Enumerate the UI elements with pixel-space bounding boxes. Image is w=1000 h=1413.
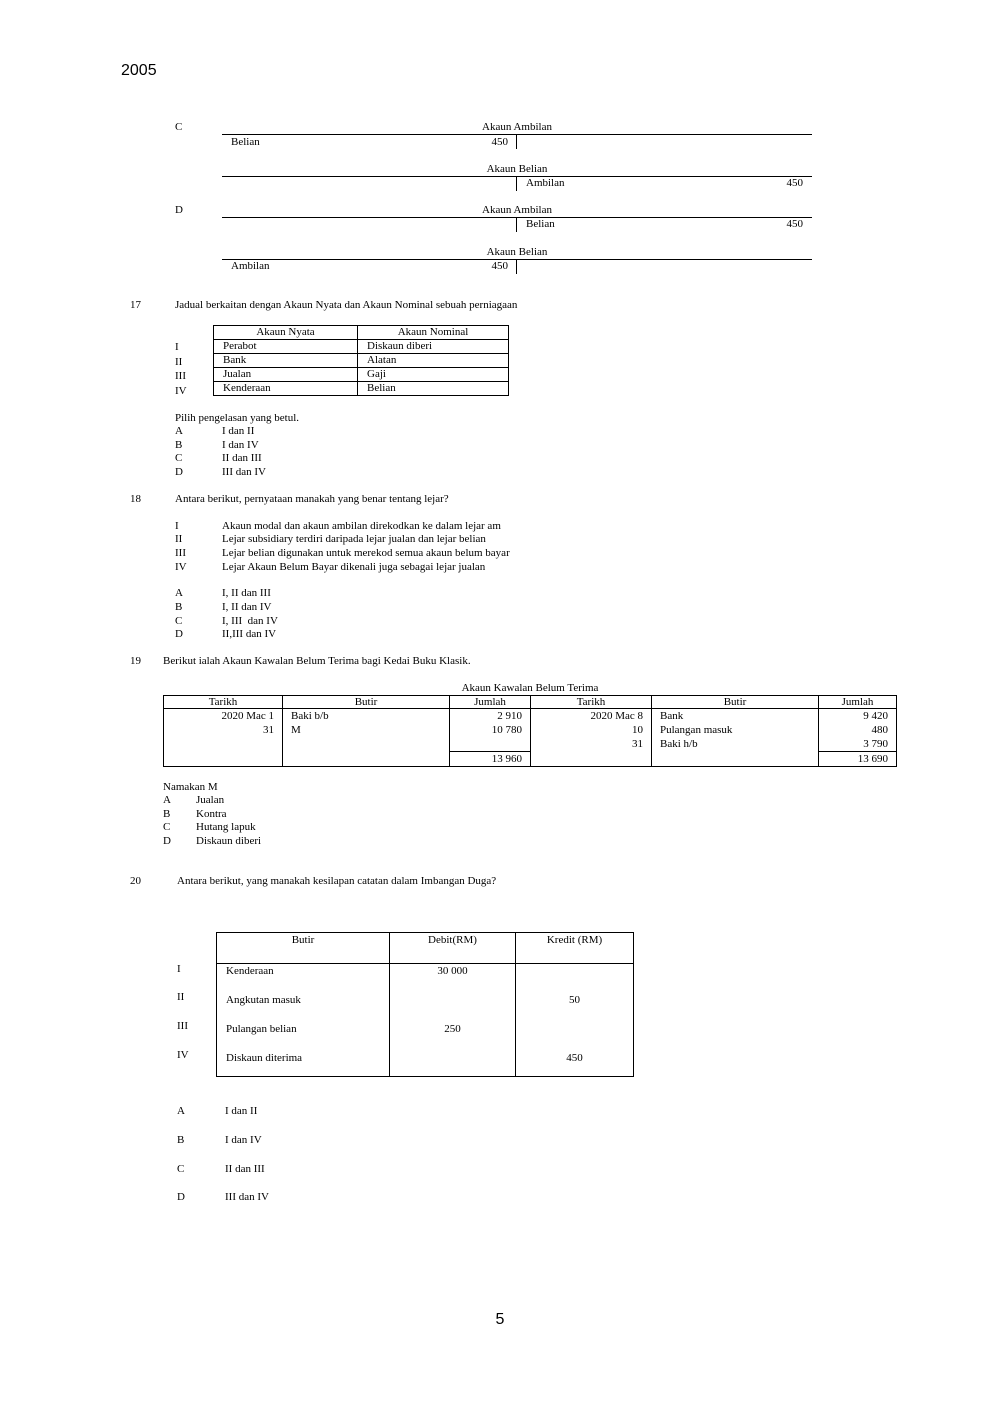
option-text[interactable]: I dan II [222, 425, 255, 437]
nominal-cell: Gaji [358, 368, 509, 382]
account-title: Akaun Kawalan Belum Terima [461, 682, 599, 694]
option-text[interactable]: III dan IV [222, 466, 266, 478]
option-letter[interactable]: D [163, 835, 171, 847]
t-account-title: Akaun Ambilan [482, 204, 552, 216]
row-roman: II [175, 356, 183, 368]
debit-cell: 30 000 [390, 964, 516, 995]
column-header: Butir [217, 933, 390, 964]
statement-roman: IV [175, 561, 187, 573]
table-row [217, 1023, 634, 1052]
option-letter: D [175, 204, 183, 216]
row-roman: III [177, 1020, 188, 1032]
page-number: 5 [495, 1311, 505, 1328]
option-letter[interactable]: C [163, 821, 171, 833]
control-account-table [163, 695, 897, 767]
column-header: Kredit (RM) [516, 933, 634, 964]
row-roman: I [175, 341, 179, 353]
option-letter[interactable]: A [175, 587, 183, 599]
t-account-divider [516, 177, 517, 191]
option-text[interactable]: I dan II [225, 1105, 258, 1117]
nominal-cell: Belian [358, 382, 509, 396]
table-row [217, 1052, 634, 1077]
option-text[interactable]: I, III dan IV [222, 615, 278, 627]
debit-item: Belian [231, 136, 260, 148]
column-header: Jumlah [819, 696, 897, 709]
item-cell: Diskaun diterima [217, 1052, 390, 1077]
option-text[interactable]: I, II dan III [222, 587, 271, 599]
classification-table [213, 325, 509, 396]
debit-date: 2020 Mac 1 [164, 709, 283, 724]
debit-amount [450, 737, 531, 752]
debit-date [164, 737, 283, 752]
header-year: 2005 [121, 62, 157, 79]
item-cell: Kenderaan [217, 964, 390, 995]
column-header: Tarikh [531, 696, 652, 709]
t-account-rule [222, 259, 812, 260]
debit-date: 31 [164, 723, 283, 737]
option-letter[interactable]: D [177, 1191, 185, 1203]
option-text[interactable]: Kontra [196, 808, 227, 820]
column-header: Debit(RM) [390, 933, 516, 964]
t-account-title: Akaun Belian [486, 163, 548, 175]
question-number: 19 [130, 655, 141, 667]
table-row [164, 709, 897, 724]
question-number: 20 [130, 875, 141, 887]
table-row [217, 994, 634, 1023]
row-roman: I [177, 963, 181, 975]
option-letter[interactable]: B [175, 601, 183, 613]
debit-item [283, 737, 450, 752]
option-letter: C [175, 121, 183, 133]
credit-cell [516, 1023, 634, 1052]
option-text[interactable]: I dan IV [225, 1134, 262, 1146]
option-text[interactable]: Jualan [196, 794, 225, 806]
option-letter[interactable]: A [177, 1105, 185, 1117]
t-account-divider [516, 260, 517, 274]
debit-item: M [283, 723, 450, 737]
debit-cell [390, 1052, 516, 1077]
option-text[interactable]: II dan III [225, 1163, 265, 1175]
option-letter[interactable]: A [175, 425, 183, 437]
table-row [214, 368, 509, 382]
option-letter[interactable]: C [175, 452, 183, 464]
credit-date: 31 [531, 737, 652, 752]
t-account-rule [222, 134, 812, 135]
table-row [214, 340, 509, 354]
debit-amount: 450 [491, 136, 508, 148]
credit-date: 2020 Mac 8 [531, 709, 652, 724]
option-text[interactable]: II dan III [222, 452, 262, 464]
option-letter[interactable]: D [175, 628, 183, 640]
column-header: Butir [283, 696, 450, 709]
option-text[interactable]: Hutang lapuk [196, 821, 256, 833]
question-number: 17 [130, 299, 141, 311]
debit-amount: 450 [491, 260, 508, 272]
option-letter[interactable]: C [177, 1163, 185, 1175]
option-letter[interactable]: B [177, 1134, 185, 1146]
credit-item: Ambilan [526, 177, 565, 189]
question-text: Antara berikut, yang manakah kesilapan catatan dalam Imbangan Duga? [177, 875, 497, 887]
column-header: Jumlah [450, 696, 531, 709]
trial-balance-table [216, 932, 634, 1077]
table-row [214, 354, 509, 368]
credit-date: 10 [531, 723, 652, 737]
question-prompt: Pilih pengelasan yang betul. [175, 412, 300, 424]
credit-cell: 450 [516, 1052, 634, 1077]
nyata-cell: Jualan [214, 368, 358, 382]
statement-text: Lejar belian digunakan untuk merekod semua akaun belum bayar [222, 547, 510, 559]
question-text: Antara berikut, pernyataan manakah yang benar tentang lejar? [175, 493, 449, 505]
column-header: Akaun Nyata [214, 326, 358, 340]
option-text[interactable]: Diskaun diberi [196, 835, 262, 847]
option-letter[interactable]: C [175, 615, 183, 627]
nyata-cell: Bank [214, 354, 358, 368]
row-roman: II [177, 991, 185, 1003]
credit-item: Pulangan masuk [652, 723, 819, 737]
credit-item: Baki h/b [652, 737, 819, 752]
debit-amount: 2 910 [450, 709, 531, 724]
row-roman: III [175, 370, 186, 382]
credit-cell [516, 964, 634, 995]
item-cell: Angkutan masuk [217, 994, 390, 1023]
question-prompt: Namakan M [163, 781, 218, 793]
item-cell: Pulangan belian [217, 1023, 390, 1052]
credit-amount: 450 [786, 177, 803, 189]
table-row [164, 737, 897, 752]
credit-amount: 450 [786, 218, 803, 230]
debit-item: Ambilan [231, 260, 270, 272]
credit-cell: 50 [516, 994, 634, 1023]
t-account-rule [222, 176, 812, 177]
credit-item: Bank [652, 709, 819, 724]
option-text[interactable]: I, II dan IV [222, 601, 272, 613]
nominal-cell: Alatan [358, 354, 509, 368]
table-row [214, 382, 509, 396]
option-letter[interactable]: A [163, 794, 171, 806]
credit-total: 13 690 [819, 752, 897, 767]
debit-amount: 10 780 [450, 723, 531, 737]
t-account-divider [516, 218, 517, 232]
row-roman: IV [175, 385, 187, 397]
option-text[interactable]: III dan IV [225, 1191, 269, 1203]
option-text[interactable]: II,III dan IV [222, 628, 277, 640]
statement-text: Akaun modal dan akaun ambilan direkodkan ke dalam lejar am [222, 520, 501, 532]
nyata-cell: Kenderaan [214, 382, 358, 396]
question-text: Jadual berkaitan dengan Akaun Nyata dan Akaun Nominal sebuah perniagaan [175, 299, 518, 311]
t-account-title: Akaun Belian [486, 246, 548, 258]
column-header: Butir [652, 696, 819, 709]
debit-cell: 250 [390, 1023, 516, 1052]
debit-total: 13 960 [450, 752, 531, 767]
debit-item: Baki b/b [283, 709, 450, 724]
nyata-cell: Perabot [214, 340, 358, 354]
question-text: Berikut ialah Akaun Kawalan Belum Terima bagi Kedai Buku Klasik. [163, 655, 471, 667]
table-row [164, 723, 897, 737]
statement-roman: III [175, 547, 186, 559]
credit-amount: 9 420 [819, 709, 897, 724]
credit-amount: 480 [819, 723, 897, 737]
column-header: Tarikh [164, 696, 283, 709]
t-account-divider [516, 135, 517, 149]
table-row [217, 964, 634, 995]
statement-roman: II [175, 533, 183, 545]
credit-item: Belian [526, 218, 555, 230]
row-roman: IV [177, 1049, 189, 1061]
debit-cell [390, 994, 516, 1023]
total-row [164, 752, 897, 767]
option-letter[interactable]: B [163, 808, 171, 820]
option-text[interactable]: I dan IV [222, 439, 259, 451]
statement-text: Lejar Akaun Belum Bayar dikenali juga sebagai lejar jualan [222, 561, 486, 573]
t-account-title: Akaun Ambilan [482, 121, 552, 133]
option-letter[interactable]: D [175, 466, 183, 478]
question-number: 18 [130, 493, 141, 505]
option-letter[interactable]: B [175, 439, 183, 451]
statement-text: Lejar subsidiary terdiri daripada lejar jualan dan lejar belian [222, 533, 486, 545]
nominal-cell: Diskaun diberi [358, 340, 509, 354]
credit-amount: 3 790 [819, 737, 897, 752]
t-account-rule [222, 217, 812, 218]
column-header: Akaun Nominal [358, 326, 509, 340]
statement-roman: I [175, 520, 179, 532]
